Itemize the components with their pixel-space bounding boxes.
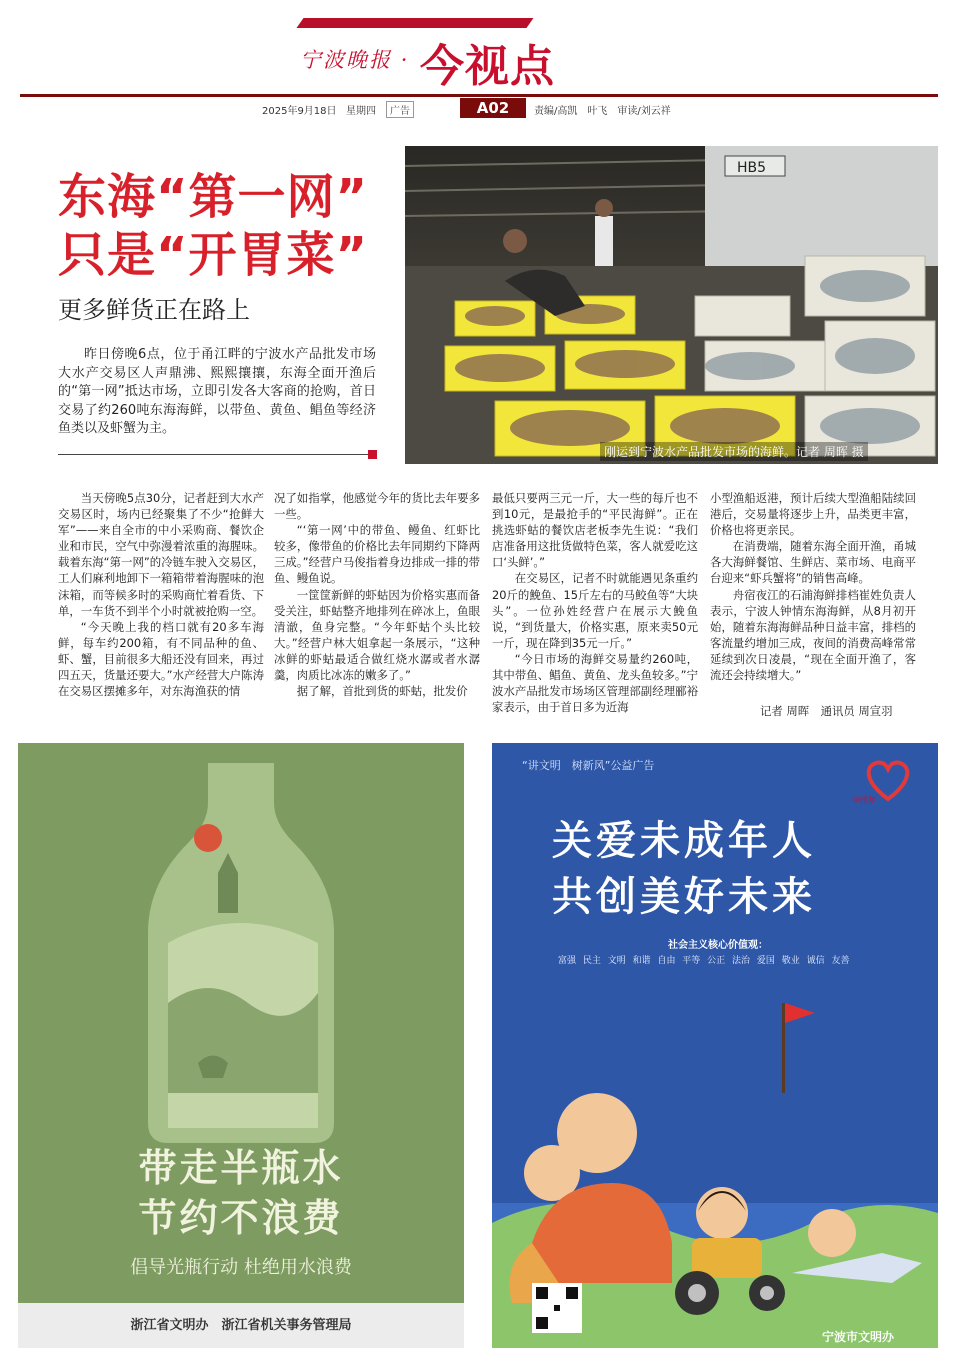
paragraph: 一筐筐新鲜的虾蛄因为价格实惠而备受关注，虾蛄整齐地排列在碎冰上，鱼眼清澈，鱼身完整。“今年虾蛄个头比较大。”经营户林大姐拿起一条展示，“这种冰鲜的虾蛄最适合做红烧水潺或者水潺羹，肉质比冰冻的嫩多了。” [274, 587, 480, 683]
bottle-illustration [18, 743, 464, 1143]
article-column-4 [710, 490, 916, 683]
core-values-label: 社会主义核心价值观： [668, 940, 768, 951]
paragraph: 当天傍晚5点30分，记者赶到大水产交易区时，场内已经聚集了不少“抢鲜大军”——来自全市的中小采购商、餐饮企业和市民，空气中弥漫着浓重的海腥味。载着东海“第一网”的冷链车驶入交易区，工人们麻利地卸下一箱箱带着海腥味的泡沫箱，而等候多时的采购商忙着看货、下单，一车货不到半个小时就被抢购一空。 [58, 491, 264, 618]
paragraph: 在消费端，随着东海全面开渔，甬城各大海鲜餐馆、生鲜店、菜市场、电商平台迎来“虾兵蟹将”的销售高峰。 [710, 539, 916, 586]
paragraph: 舟宿夜江的石浦海鲜排档崔姓负责人表示，宁波人钟情东海海鲜，从8月初开始，随着东海海鲜品种日益丰富，排档的客流量约增加三成，夜间的消费高峰常常延续到次日凌晨，“现在全面开渔了，客流还会持续增大。” [710, 587, 916, 683]
ad-tag: 广告 [386, 101, 414, 118]
headline-line-2: 只是“开胃菜” [58, 227, 369, 283]
ad-left-subtitle: 倡导光瓶行动 杜绝用水浪费 [130, 1257, 352, 1278]
paragraph: 最低只要两三元一斤，大一些的每斤也不到10元，是最抢手的“平民海鲜”。正在挑选虾蛄的餐饮店老板李先生说：“我们店准备用这批货做特色菜，客人就爱吃这口‘头鲜’。” [492, 491, 698, 570]
paragraph: 小型渔船返港，预计后续大型渔船陆续回港后，交易量将逐步上升，品类更丰富，价格也将更亲民。 [710, 491, 916, 538]
paragraph: 况了如指掌，他感觉今年的货比去年要多一些。 [274, 491, 480, 522]
lead-square-marker [368, 450, 377, 459]
paragraph: “今日市场的海鲜交易量约260吨，其中带鱼、鲳鱼、黄鱼、龙头鱼较多。”宁波水产品批发市场场区管理部副经理郦裕家表示，由于首日多为近海 [492, 651, 698, 715]
lead-rule [58, 454, 376, 455]
ad-right-title-line-2: 共创美好未来 [552, 874, 816, 920]
civility-ad [492, 743, 938, 1348]
paragraph: 据了解，首批到货的虾蛄，批发价 [296, 684, 468, 699]
masthead-red-flag [296, 18, 533, 28]
ad-left-title-line-2: 节约不浪费 [138, 1195, 344, 1240]
paragraph: “今天晚上我的档口就有20多车海鲜，每车约200箱，有不同品种的鱼、虾、蟹，目前很多大船还没有回来，再过四五天，货量还要大。”水产经营大户陈涛在交易区摆摊多年，对东海渔获的情 [58, 619, 264, 699]
newspaper-brand: 宁波晚报 · [300, 48, 410, 72]
article-column-3 [492, 490, 698, 715]
issue-weekday: 星期四 [346, 106, 376, 117]
photo-caption: 刚运到宁波水产品批发市场的海鲜。记者 周晖 摄 [600, 442, 868, 461]
ad-left-footer: 浙江省文明办 浙江省机关事务管理局 [18, 1303, 464, 1348]
ad-right-title [552, 813, 816, 925]
ad-right-footer: 宁波市文明办 [822, 1330, 895, 1344]
svg-text:HB5: HB5 [737, 160, 767, 176]
headline [58, 168, 368, 284]
ad-left-title-line-1: 带走半瓶水 [138, 1145, 344, 1190]
market-photo-illustration [405, 146, 938, 464]
lead-paragraph: 昨日傍晚6点，位于甬江畔的宁波水产品批发市场大水产交易区人声鼎沸、熙熙攘攘，东海全面开渔后的“第一网”抵达市场，立即引发各大客商的抢购，首日交易了约260吨东海海鲜，以带鱼、黄鱼、鲳鱼等经济鱼类以及虾蟹为主。 [58, 347, 376, 437]
page-number-badge: A02 [460, 98, 526, 118]
article-column-1 [58, 490, 264, 699]
section-title: 今视点 [420, 41, 555, 92]
masthead-divider [20, 94, 938, 97]
core-values-list: 富强 民主 文明 和谐 自由 平等 公正 法治 爱国 敬业 诚信 友善 [558, 956, 850, 966]
ad-left-title [18, 1143, 464, 1243]
paragraph: 在交易区，记者不时就能遇见条重约20斤的鮸鱼、15斤左右的马鲛鱼等“大块头”。一位孙姓经营户在展示大鮸鱼说，“到货量大，价格实惠，原来卖50元一斤，现在降到35元一斤。” [492, 571, 698, 650]
family-illustration [492, 983, 938, 1348]
article-column-2 [274, 490, 480, 699]
ad-right-title-line-1: 关爱未成年人 [552, 818, 816, 864]
editors-credit: 责编/高凯 叶飞 审读/刘云祥 [534, 106, 671, 117]
market-photo [405, 146, 938, 464]
issue-date: 2025年9月18日 [262, 106, 337, 117]
paragraph: “‘第一网’中的带鱼、鳗鱼、红虾比较多，像带鱼的价格比去年同期约下降两三成。”经营户马俊指着身边排成一排的带鱼、鳗鱼说。 [274, 523, 480, 586]
article-byline: 记者 周晖 通讯员 周宣羽 [760, 704, 893, 718]
headline-line-1: 东海“第一网” [58, 169, 369, 225]
subheadline: 更多鲜货正在路上 [58, 296, 250, 324]
water-saving-ad [18, 743, 464, 1348]
ad-right-logo-text: 中国梦 [852, 796, 876, 805]
ad-right-tag: “讲文明 树新风”公益广告 [522, 759, 655, 772]
